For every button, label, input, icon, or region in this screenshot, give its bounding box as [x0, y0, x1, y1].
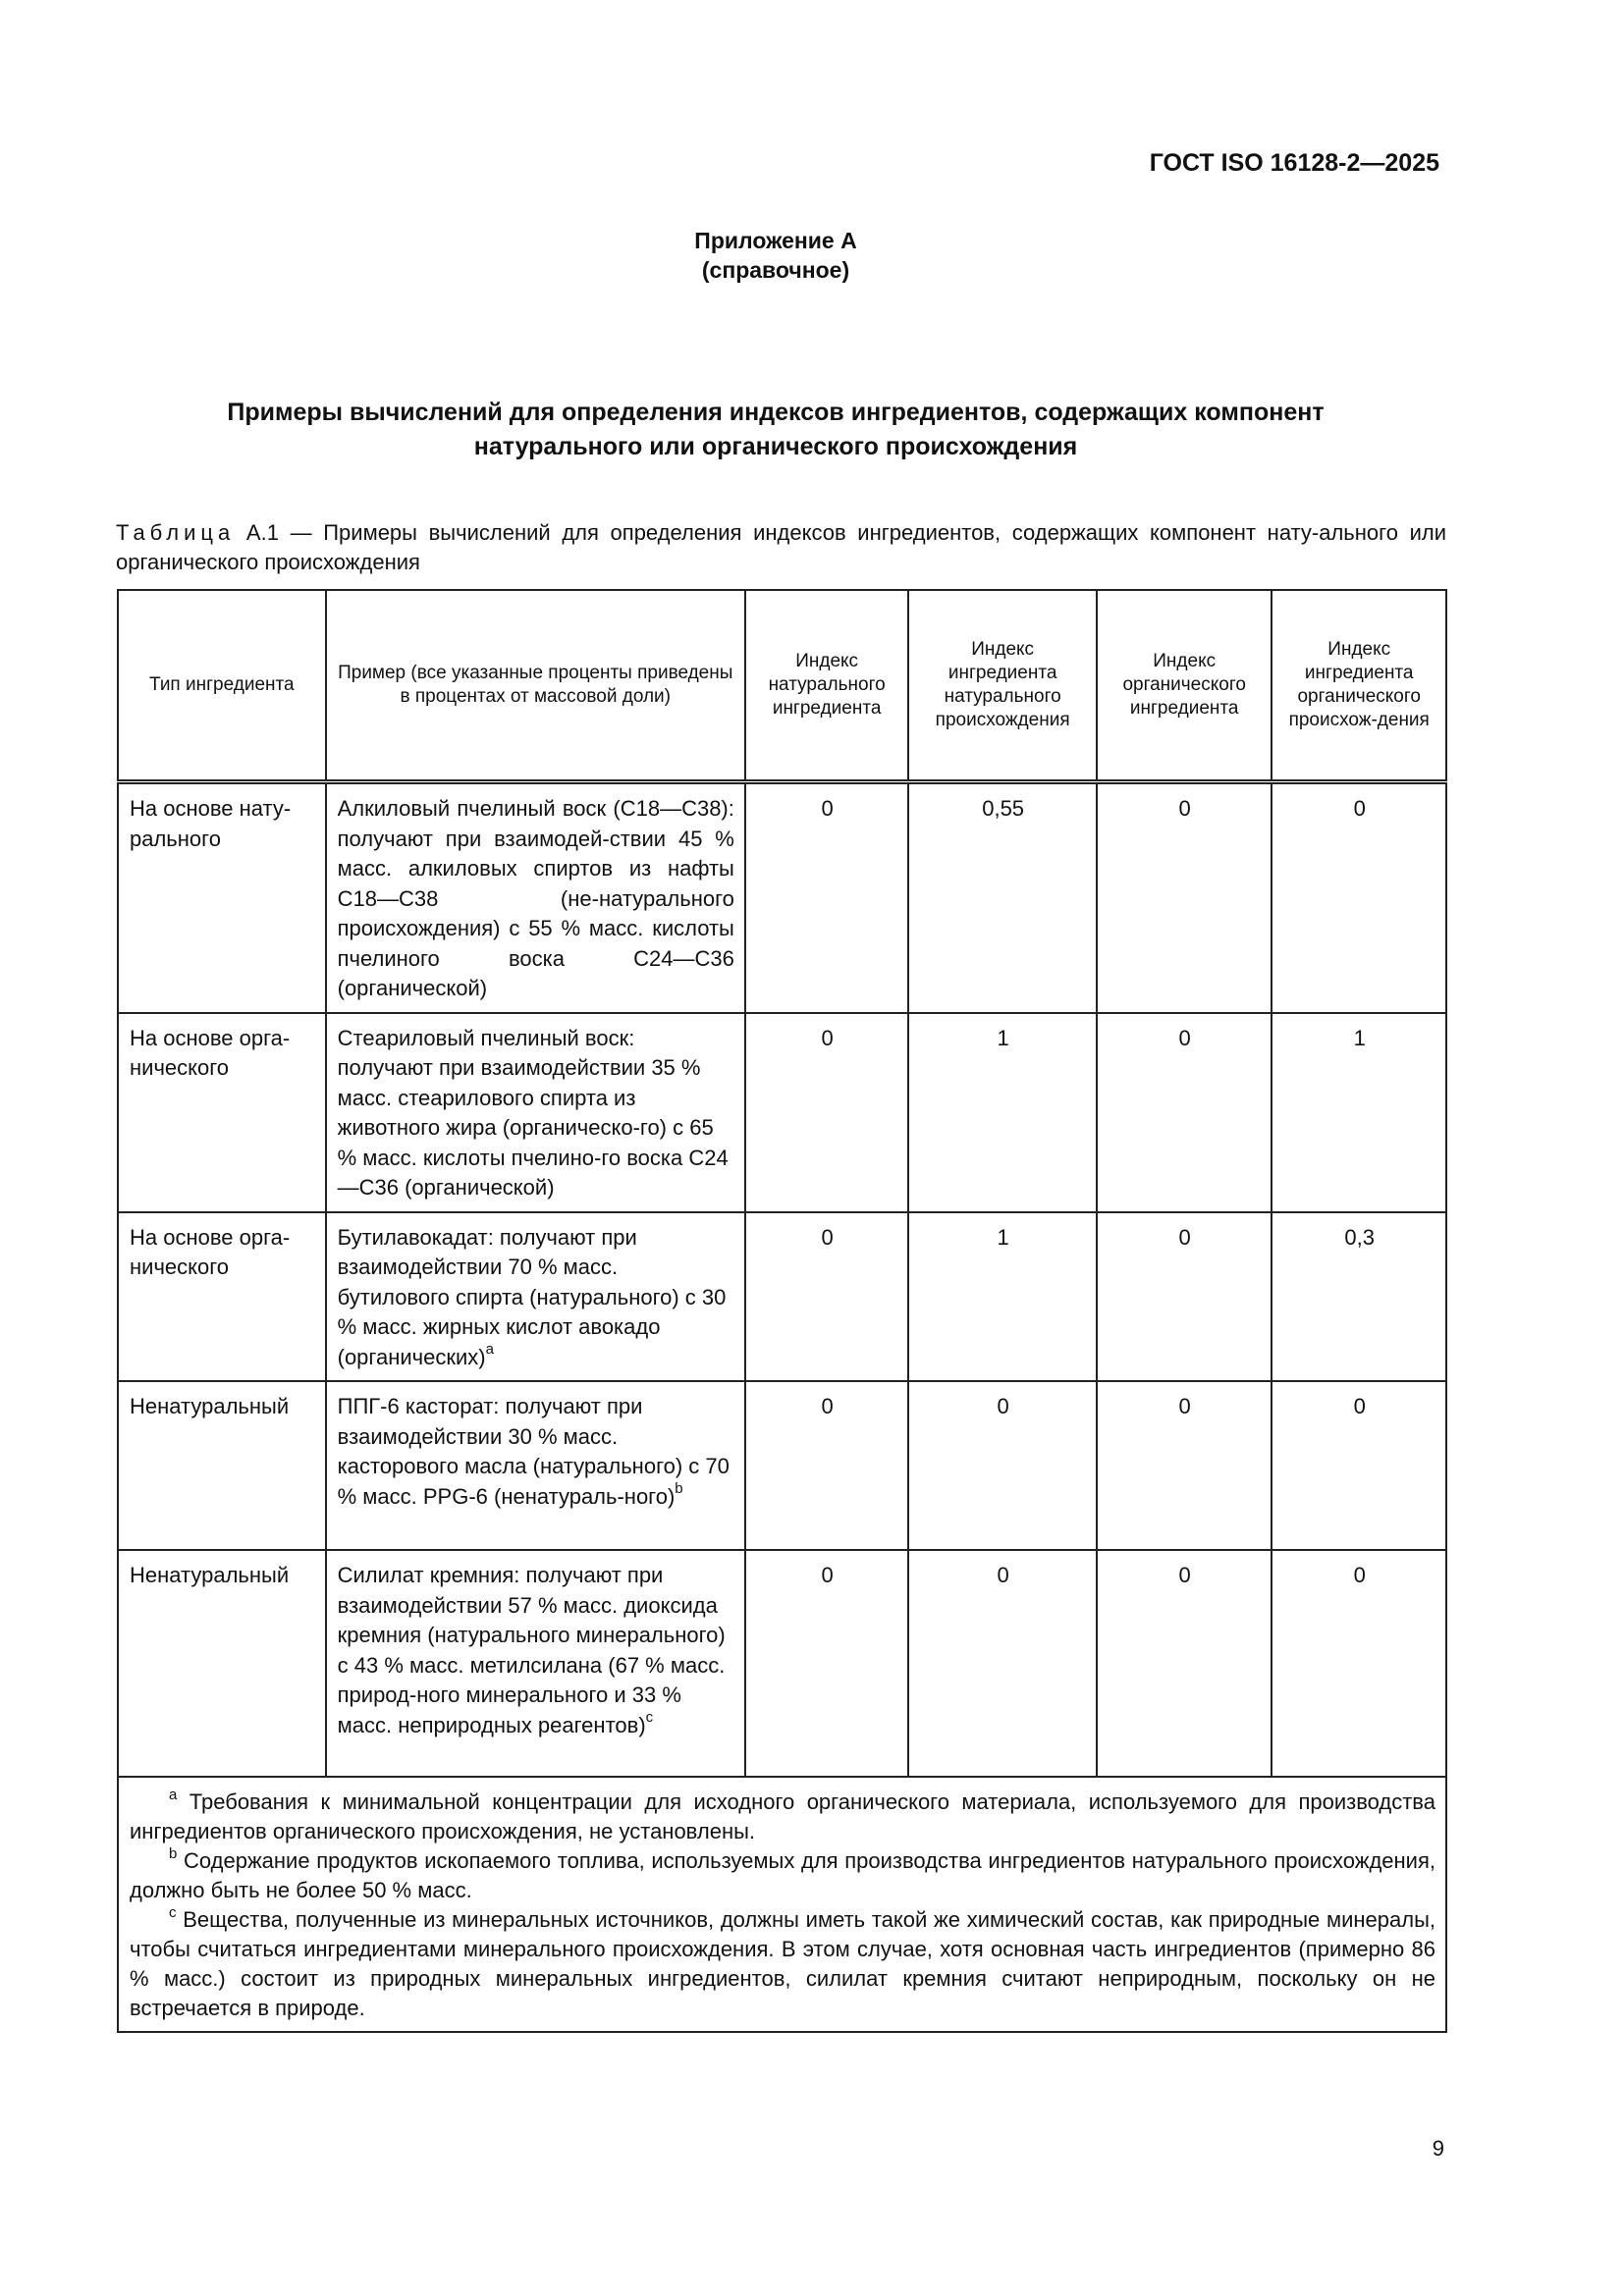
footnote-mark: a	[169, 1786, 178, 1803]
cell-organic-origin-index: 0	[1272, 1550, 1446, 1777]
page-title	[157, 396, 1394, 464]
table-row	[118, 1550, 1446, 1777]
footnote-text: Требования к минимальной концентрации для исходного органического материала, используемого для производства ингредиентов органического происхождения, не установлены.	[130, 1789, 1435, 1843]
cell-organic-origin-index: 0	[1272, 1381, 1446, 1550]
cell-natural-index: 0	[745, 1212, 908, 1382]
cell-natural-origin-index: 0	[908, 1381, 1097, 1550]
cell-natural-origin-index: 1	[908, 1212, 1097, 1382]
cell-organic-index: 0	[1097, 782, 1272, 1013]
cell-type: На основе орга-нического	[118, 1212, 326, 1382]
footnote-mark: b	[675, 1480, 683, 1498]
cell-example	[326, 1550, 745, 1777]
cell-example	[326, 1381, 745, 1550]
standard-code: ГОСТ ISO 16128-2—2025	[1149, 149, 1439, 177]
table-row	[118, 1212, 1446, 1382]
footnote-mark: c	[645, 1709, 654, 1727]
footnote-mark: b	[169, 1844, 178, 1862]
cell-example	[326, 1212, 745, 1382]
appendix-type: (справочное)	[701, 257, 850, 283]
table-row	[118, 1381, 1446, 1550]
cell-natural-index: 0	[745, 1550, 908, 1777]
cell-organic-origin-index: 1	[1272, 1013, 1446, 1212]
footnote-text: Вещества, полученные из минеральных источников, должны иметь такой же химический состав, как природные минералы, чтобы считаться ингредиентами минерального происхождения. В этом случае, хотя основная часть ингредиентов (примерно 86 % масс.) состоит из природных минеральных ингредиентов, силилат кремния считают неприродным, поскольку он не встречается в природе.	[130, 1907, 1435, 2020]
example-text: Бутилавокадат: получают при взаимодействии 70 % масс. бутилового спирта (натурального) с 30 % масс. жирных кислот авокадо (органических)	[337, 1224, 727, 1369]
cell-organic-index: 0	[1097, 1212, 1272, 1382]
header-example: Пример (все указанные проценты приведены в процентах от массовой доли)	[326, 590, 745, 782]
header-ingredient-type: Тип ингредиента	[118, 590, 326, 782]
cell-natural-origin-index: 1	[908, 1013, 1097, 1212]
header-natural-index: Индекс натурального ингредиента	[745, 590, 908, 782]
cell-example: Алкиловый пчелиный воск (С18—С38): получают при взаимодей-ствии 45 % масс. алкиловых спиртов из нафты С18—С38 (не-натурального происхождения) с 55 % масс. кислоты пчелиного воска С24—С36 (органической)	[326, 782, 745, 1013]
cell-organic-origin-index: 0	[1272, 782, 1446, 1013]
cell-organic-origin-index: 0,3	[1272, 1212, 1446, 1382]
ingredient-index-table	[117, 589, 1447, 2033]
appendix-heading	[0, 226, 1551, 285]
footnote-b	[130, 1846, 1435, 1905]
cell-organic-index: 0	[1097, 1013, 1272, 1212]
cell-type: На основе нату-рального	[118, 782, 326, 1013]
cell-natural-origin-index: 0	[908, 1550, 1097, 1777]
table-notes	[118, 1777, 1446, 2032]
footnote-text: Содержание продуктов ископаемого топлива, используемых для производства ингредиентов натурального происхождения, должно быть не более 50 % масс.	[130, 1848, 1435, 1902]
appendix-title: Приложение А	[694, 228, 857, 253]
example-text: Силилат кремния: получают при взаимодействии 57 % масс. диоксида кремния (натурального минерального) с 43 % масс. метилсилана (67 % масс. природ-ного минерального и 33 % масс. неприродных реагентов)	[337, 1563, 726, 1737]
cell-natural-index: 0	[745, 1381, 908, 1550]
caption-text: А.1 — Примеры вычислений для определения индексов ингредиентов, содержащих компонент нату-ального или органического происхождения	[116, 520, 1446, 574]
title-line-1: Примеры вычислений для определения индексов ингредиентов, содержащих компонент	[227, 399, 1325, 426]
footnote-a	[130, 1788, 1435, 1846]
page-number: 9	[1432, 2136, 1444, 2161]
cell-natural-index: 0	[745, 1013, 908, 1212]
table-notes-row	[118, 1777, 1446, 2032]
header-organic-index: Индекс органического ингредиента	[1097, 590, 1272, 782]
footnote-c	[130, 1905, 1435, 2023]
title-line-2: натурального или органического происхождения	[473, 433, 1078, 460]
header-organic-origin-index: Индекс ингредиента органического происхож-дения	[1272, 590, 1446, 782]
caption-label: Таблица	[116, 520, 236, 545]
footnote-mark: a	[485, 1341, 494, 1359]
cell-type: На основе орга-нического	[118, 1013, 326, 1212]
cell-type: Ненатуральный	[118, 1381, 326, 1550]
table-caption	[116, 518, 1446, 577]
table-row	[118, 782, 1446, 1013]
footnote-mark: c	[169, 1903, 177, 1921]
cell-natural-index: 0	[745, 782, 908, 1013]
cell-organic-index: 0	[1097, 1550, 1272, 1777]
example-text: ППГ-6 касторат: получают при взаимодействии 30 % масс. касторового масла (натурального) с 70 % масс. PPG-6 (ненатураль-ного)	[337, 1394, 730, 1509]
header-natural-origin-index: Индекс ингредиента натурального происхождения	[908, 590, 1097, 782]
table-header-row	[118, 590, 1446, 782]
cell-organic-index: 0	[1097, 1381, 1272, 1550]
cell-type: Ненатуральный	[118, 1550, 326, 1777]
table-row	[118, 1013, 1446, 1212]
cell-natural-origin-index: 0,55	[908, 782, 1097, 1013]
cell-example: Стеариловый пчелиный воск: получают при взаимодействии 35 % масс. стеарилового спирта из животного жира (органическо-го) с 65 % масс. кислоты пчелино-го воска С24—С36 (органической)	[326, 1013, 745, 1212]
